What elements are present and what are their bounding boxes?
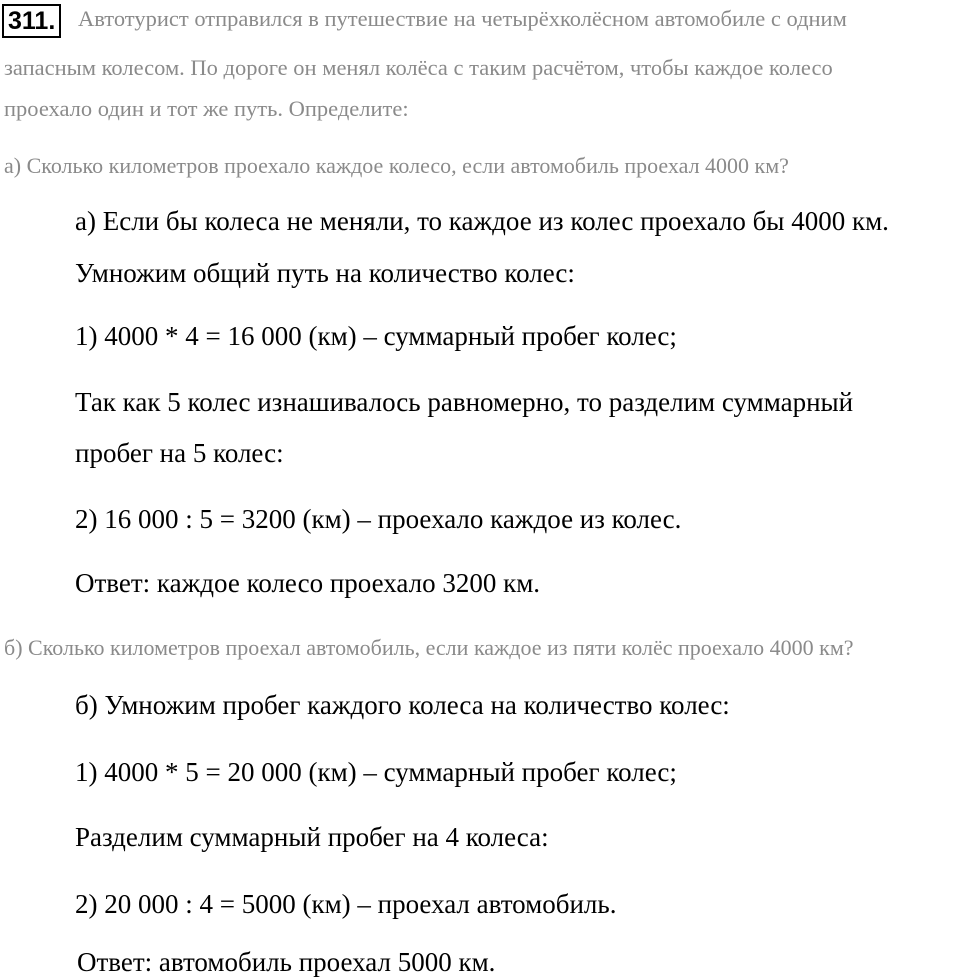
solution-a-step-2: 2) 16 000 : 5 = 3200 (км) – проехало каждое из колес. <box>75 504 682 534</box>
solution-b-step-2: 2) 20 000 : 4 = 5000 (км) – проехал автомобиль. <box>75 889 617 919</box>
solution-a-line-5: пробег на 5 колес: <box>75 438 284 468</box>
solution-a-line-2: Умножим общий путь на количество колес: <box>75 258 575 288</box>
solution-b-line-3: Разделим суммарный пробег на 4 колеса: <box>75 822 549 852</box>
question-a: а) Сколько километров проехало каждое колесо, если автомобиль проехал 4000 км? <box>4 153 789 178</box>
solution-a-step-1: 1) 4000 * 4 = 16 000 (км) – суммарный пробег колес; <box>75 321 677 351</box>
solution-b-line-1: б) Умножим пробег каждого колеса на количество колес: <box>75 690 730 720</box>
problem-statement-line-2: запасным колесом. По дороге он менял колёса с таким расчётом, чтобы каждое колесо <box>4 55 833 80</box>
solution-a-line-4: Так как 5 колес изнашивалось равномерно, то разделим суммарный <box>75 387 854 417</box>
solution-b-answer: Ответ: автомобиль проехал 5000 км. <box>77 947 496 977</box>
solution-a-answer: Ответ: каждое колесо проехало 3200 км. <box>75 568 541 598</box>
problem-number: 311. <box>2 4 61 38</box>
problem-statement-line-3: проехало один и тот же путь. Определите: <box>4 96 409 121</box>
solution-b-step-1: 1) 4000 * 5 = 20 000 (км) – суммарный пробег колес; <box>75 757 677 787</box>
problem-statement-line-1: Автотурист отправился в путешествие на четырёхколёсном автомобиле с одним <box>78 6 847 31</box>
solution-a-line-1: а) Если бы колеса не меняли, то каждое из колес проехало бы 4000 км. <box>75 206 889 236</box>
question-b: б) Сколько километров проехал автомобиль, если каждое из пяти колёс проехало 4000 км? <box>4 635 854 660</box>
